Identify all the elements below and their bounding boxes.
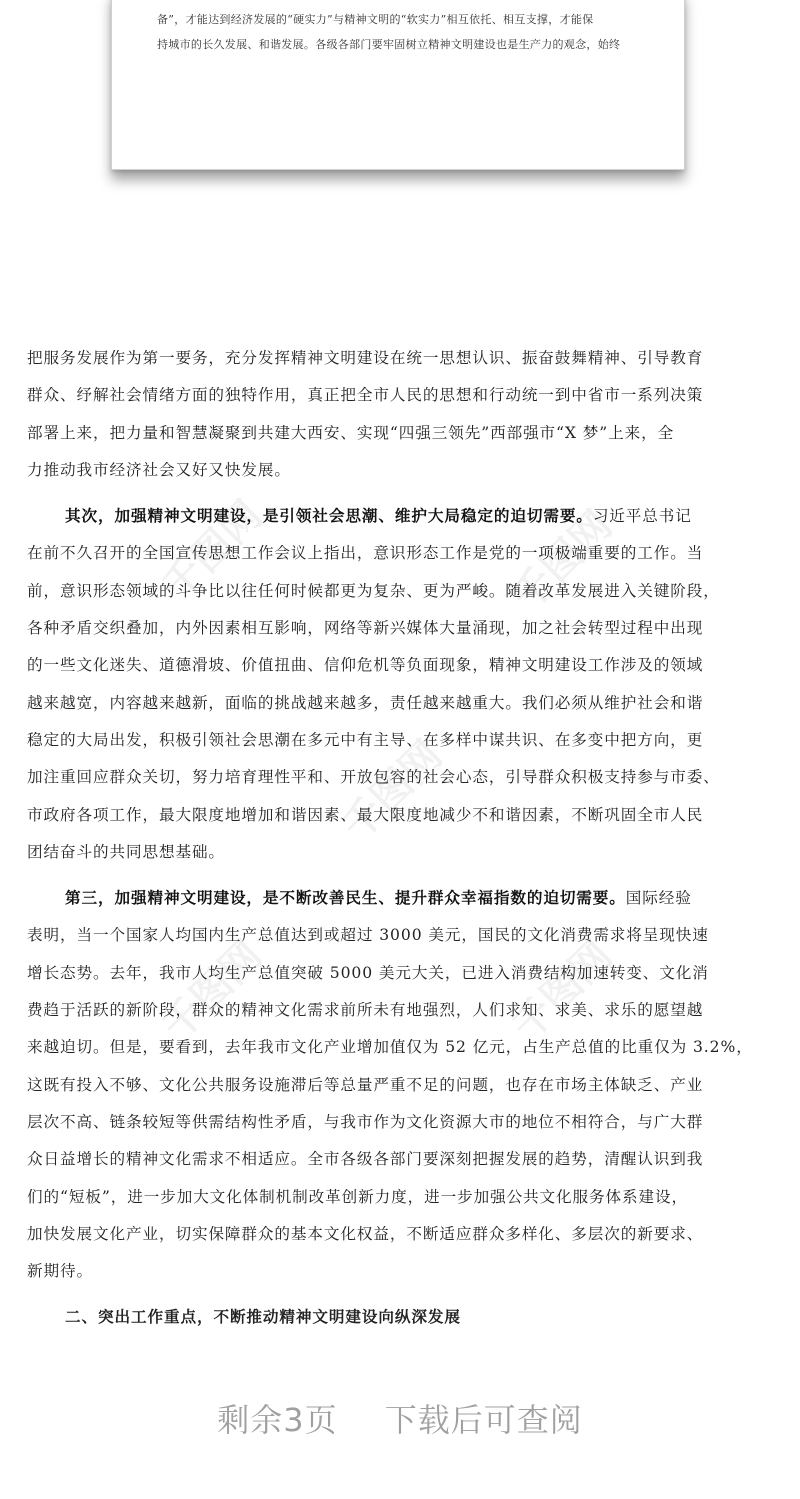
text-line: 群众、纾解社会情绪方面的独特作用，真正把全市人民的思想和行动统一到中省市一系列决策 bbox=[27, 386, 704, 405]
text-line: 新期待。 bbox=[27, 1262, 93, 1281]
text-line: 增长态势。去年，我市人均生产总值突破 5000 美元大关，已进入消费结构加速转变、文化消 bbox=[27, 963, 709, 982]
text-line: 众日益增长的精神文化需求不相适应。全市各级各部门要深刻把握发展的趋势，清醒认识到我 bbox=[27, 1150, 704, 1169]
text-line: 层次不高、链条较短等供需结构性矛盾，与我市作为文化资源大市的地位不相符合，与广大群 bbox=[27, 1112, 704, 1131]
text-line: 把服务发展作为第一要务，充分发挥精神文明建设在统一思想认识、振奋鼓舞精神、引导教育 bbox=[27, 349, 704, 367]
text-line: 这既有投入不够、文化公共服务设施滞后等总量严重不足的问题，也存在市场主体缺乏、产业 bbox=[27, 1075, 704, 1094]
watermark-logo: 千图网 bbox=[503, 502, 622, 620]
text-line: 市政府各项工作，最大限度地增加和谐因素、最大限度地减少不和谐因素，不断巩固全市人民 bbox=[27, 805, 704, 824]
download-to-view-banner[interactable] bbox=[0, 1395, 800, 1441]
text-line: 稳定的大局出发，积极引领社会思潮在多元中有主导、在多样中谋共识、在多变中把方向，更 bbox=[27, 730, 704, 749]
text-line: 越来越宽，内容越来越新，面临的挑战越来越多，责任越来越重大。我们必须从维护社会和谐 bbox=[27, 693, 704, 712]
text-line: 来越迫切。但是，要看到，去年我市文化产业增加值仅为 52 亿元，占生产总值的比重仅为 3.2%， bbox=[27, 1038, 753, 1057]
text-line: 表明，当一个国家人均国内生产总值达到或超过 3000 美元，国民的文化消费需求将呈现快速 bbox=[27, 926, 709, 945]
text-line: 加注重回应群众关切，努力培育理性平和、开放包容的社会心态，引导群众积极支持参与市委、 bbox=[27, 768, 720, 787]
bold-lead-sentence: 其次，加强精神文明建设，是引领社会思潮、维护大局稳定的迫切需要。 bbox=[65, 506, 593, 526]
document-body bbox=[27, 340, 775, 1335]
preview-page-text bbox=[157, 7, 647, 57]
preview-line: 持城市的长久发展、和谐发展。各级各部门要牢固树立精神文明建设也是生产力的观念，始终 bbox=[157, 38, 621, 51]
text-line: 力推动我市经济社会又好又快发展。 bbox=[27, 460, 291, 479]
text-line bbox=[27, 497, 775, 535]
text-line: 加快发展文化产业，切实保障群众的基本文化权益，不断适应群众多样化、多层次的新要求、 bbox=[27, 1224, 704, 1243]
text-line: 前，意识形态领域的斗争比以往任何时候都更为复杂、更为严峻。随着改革发展进入关键阶段， bbox=[27, 581, 720, 600]
text-line: 费趋于活跃的新阶段，群众的精神文化需求前所未有地强烈，人们求知、求美、求乐的愿望越 bbox=[27, 1001, 704, 1020]
watermark-logo: 千图网 bbox=[153, 932, 272, 1050]
watermark-logo: 千图网 bbox=[153, 492, 272, 610]
text-line: 团结奋斗的共同思想基础。 bbox=[27, 842, 225, 861]
watermark-logo: 千图网 bbox=[333, 732, 452, 850]
bold-lead-sentence: 第三，加强精神文明建设，是不断改善民生、提升群众幸福指数的迫切需要。 bbox=[65, 888, 626, 908]
paragraph-1 bbox=[27, 340, 775, 489]
text-line: 在前不久召开的全国宣传思想工作会议上指出，意识形态工作是党的一项极端重要的工作。当 bbox=[27, 544, 704, 563]
watermark-logo: 千图网 bbox=[503, 932, 622, 1050]
remaining-pages-label: 剩余3页 bbox=[217, 1401, 338, 1439]
text-line bbox=[27, 879, 775, 917]
text-fragment: 国际经验 bbox=[625, 889, 692, 908]
preview-page-card bbox=[111, 0, 685, 170]
download-to-view-label[interactable]: 下载后可查阅 bbox=[384, 1401, 583, 1439]
text-fragment: 习近平总书记 bbox=[592, 507, 692, 526]
paragraph-2 bbox=[27, 497, 775, 871]
preview-line: 备”，才能达到经济发展的“硬实力”与精神文明的“软实力”相互依托、相互支撑，才能保 bbox=[157, 13, 594, 26]
text-line: 的一些文化迷失、道德滑坡、价值扭曲、信仰危机等负面现象，精神文明建设工作涉及的领域 bbox=[27, 656, 704, 675]
text-line: 们的“短板”，进一步加大文化体制机制改革创新力度，进一步加强公共文化服务体系建设， bbox=[27, 1187, 689, 1206]
section-heading: 二、突出工作重点，不断推动精神文明建设向纵深发展 bbox=[65, 1307, 461, 1327]
paragraph-3 bbox=[27, 879, 775, 1290]
text-line: 部署上来，把力量和智慧凝聚到共建大西安、实现“四强三领先”西部强市“X 梦”上来，全 bbox=[27, 423, 675, 442]
text-line: 各种矛盾交织叠加，内外因素相互影响，网络等新兴媒体大量涌现，加之社会转型过程中出现 bbox=[27, 619, 704, 638]
